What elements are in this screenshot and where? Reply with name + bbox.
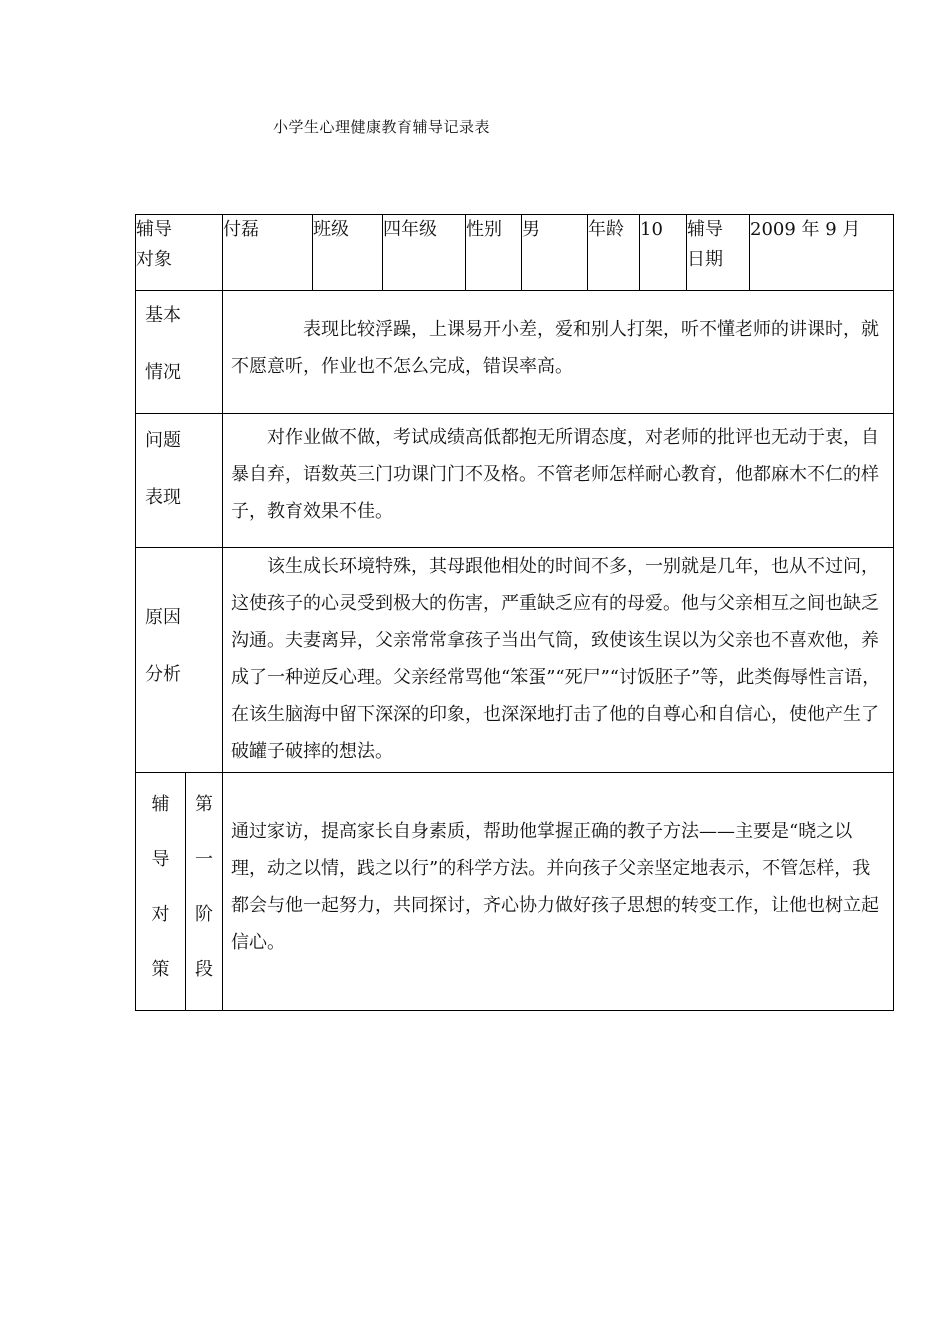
stage-label-char: 第	[195, 794, 213, 815]
strategy-text: 通过家访，提高家长自身素质，帮助他掌握正确的教子方法——主要是“晓之以理，动之以情，践之以行”的科学方法。并向孩子父亲坚定地表示，不管怎样，我都会与他一起努力，共同探讨，齐心协力做好孩子思想的转变工作，让他也树立起信心。	[231, 821, 879, 953]
age-label: 年龄	[588, 215, 640, 291]
date-label-cell	[687, 215, 750, 291]
problem-label-line1: 问题	[145, 430, 181, 451]
subject-label-line2: 对象	[136, 249, 172, 270]
problem-label-line2: 表现	[145, 487, 181, 508]
problem-text-cell	[223, 414, 894, 548]
strategy-label-char: 导	[151, 849, 170, 870]
class-label: 班级	[313, 215, 383, 291]
cause-row	[136, 548, 894, 773]
date-label-line2: 日期	[687, 249, 723, 270]
basic-text: 表现比较浮躁，上课易开小差，爱和别人打架，听不懂老师的讲课时，就不愿意听，作业也不怎么完成，错误率高。	[231, 319, 879, 377]
student-name: 付磊	[223, 215, 313, 291]
basic-row	[136, 291, 894, 414]
strategy-label-char: 策	[151, 959, 170, 980]
age-value: 10	[640, 215, 687, 291]
date-value: 2009 年 9 月	[750, 215, 894, 291]
record-table	[135, 214, 894, 1011]
strategy-label-char: 辅	[151, 794, 170, 815]
stage-label-char: 一	[195, 849, 213, 870]
page-title: 小学生心理健康教育辅导记录表	[273, 118, 491, 136]
strategy-text-cell	[223, 773, 894, 1011]
problem-row	[136, 414, 894, 548]
basic-label-line1: 基本	[145, 305, 181, 326]
basic-label-cell	[136, 291, 223, 414]
class-value: 四年级	[383, 215, 466, 291]
header-row	[136, 215, 894, 291]
date-label-line1: 辅导	[687, 219, 723, 240]
cause-label-line2: 分析	[145, 664, 181, 685]
subject-label-line1: 辅导	[136, 219, 172, 240]
basic-text-cell	[223, 291, 894, 414]
stage-label-char: 阶	[195, 904, 213, 925]
gender-value: 男	[522, 215, 588, 291]
cause-label-cell	[136, 548, 223, 773]
problem-label-cell	[136, 414, 223, 548]
strategy-label-cell	[136, 773, 186, 1011]
problem-text: 对作业做不做，考试成绩高低都抱无所谓态度，对老师的批评也无动于衷，自暴自弃，语数英三门功课门门不及格。不管老师怎样耐心教育，他都麻木不仁的样子，教育效果不佳。	[231, 427, 879, 522]
cause-label-line1: 原因	[145, 607, 181, 628]
cause-text: 该生成长环境特殊，其母跟他相处的时间不多，一别就是几年，也从不过问，这使孩子的心灵受到极大的伤害，严重缺乏应有的母爱。他与父亲相互之间也缺乏沟通。夫妻离异，父亲常常拿孩子当出气筒，致使该生误以为父亲也不喜欢他，养成了一种逆反心理。父亲经常骂他“笨蛋”“死尸”“讨饭胚子”等，此类侮辱性言语，在该生脑海中留下深深的印象，也深深地打击了他的自尊心和自信心，使他产生了破罐子破摔的想法。	[231, 556, 881, 762]
cause-text-cell	[223, 548, 894, 773]
strategy-row	[136, 773, 894, 1011]
basic-label-line2: 情况	[145, 362, 181, 383]
stage-label-char: 段	[195, 959, 213, 980]
subject-label-cell	[136, 215, 223, 291]
stage-label-cell	[186, 773, 223, 1011]
gender-label: 性别	[466, 215, 522, 291]
strategy-label-char: 对	[151, 904, 170, 925]
